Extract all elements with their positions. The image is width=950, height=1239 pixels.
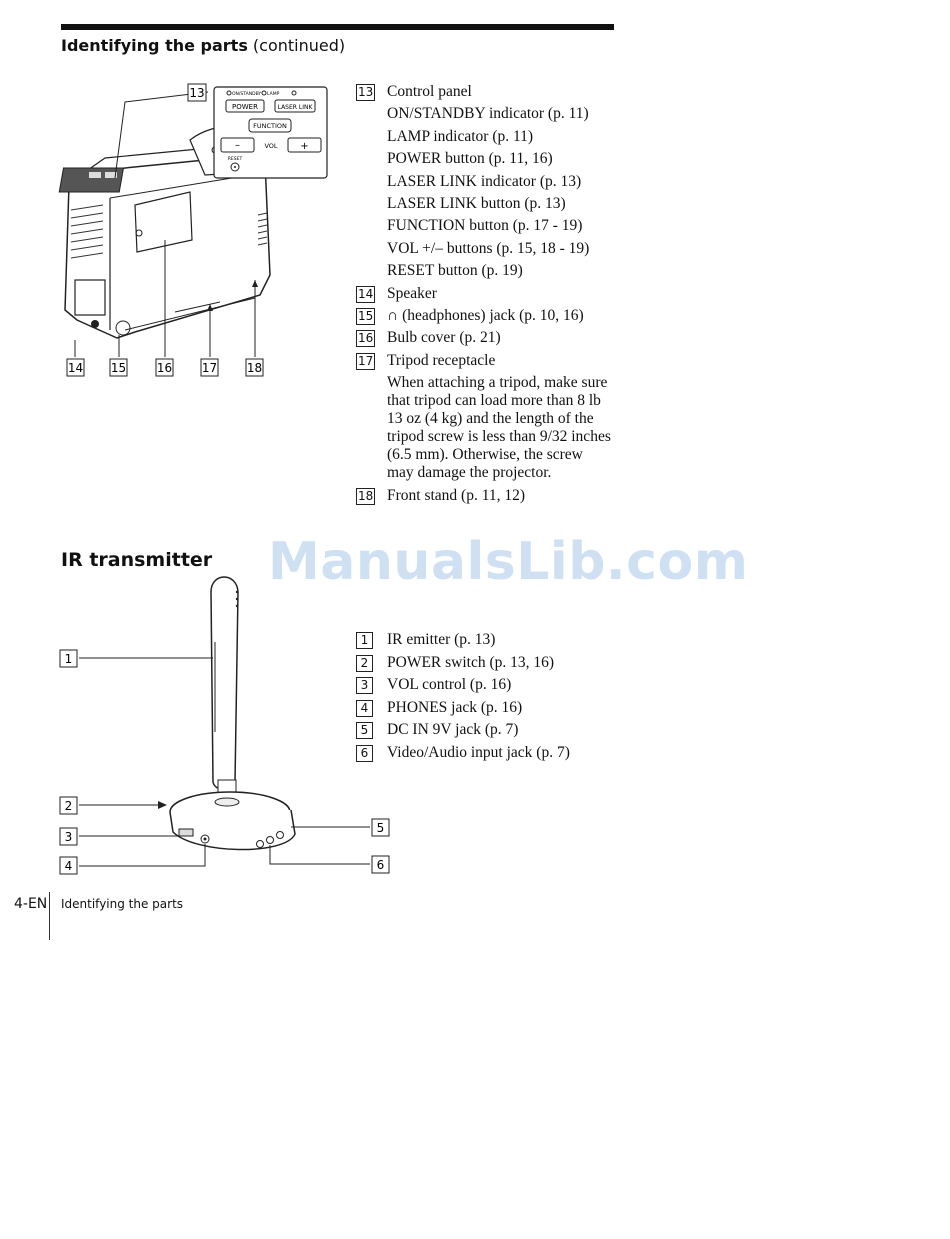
item-title: DC IN 9V jack (p. 7)	[387, 721, 519, 739]
callout-4: 4	[64, 859, 73, 873]
item-number: 14	[358, 286, 374, 301]
panel-function-button: FUNCTION	[253, 122, 287, 130]
list-item	[356, 742, 570, 765]
item-title: PHONES jack (p. 16)	[387, 698, 523, 716]
ir-parts-list	[356, 629, 570, 765]
callout-15: 15	[110, 361, 127, 375]
item-number: 3	[356, 677, 373, 694]
item-sub: LAMP indicator (p. 11)	[387, 127, 534, 145]
item-title: ∩ (headphones) jack (p. 10, 16)	[387, 307, 584, 325]
callout-16: 16	[156, 361, 173, 375]
list-item	[356, 485, 612, 507]
item-title: Speaker	[387, 284, 437, 302]
panel-vol-label: VOL	[264, 142, 278, 150]
panel-on-standby: ON/STANDBY	[232, 92, 262, 97]
item-sub: VOL +/– buttons (p. 15, 18 - 19)	[387, 239, 590, 257]
section-title-ir-transmitter: IR transmitter	[61, 549, 213, 571]
list-item	[356, 327, 612, 349]
item-number: 15	[358, 309, 374, 324]
item-number: 2	[356, 655, 373, 672]
list-item	[356, 697, 570, 720]
item-number: 17	[358, 353, 374, 368]
panel-laser-link-button: LASER LINK	[277, 104, 313, 111]
item-sub: RESET button (p. 19)	[387, 262, 523, 280]
callout-2: 2	[64, 799, 73, 813]
item-sub: FUNCTION button (p. 17 - 19)	[387, 217, 583, 235]
heading-bold: Identifying the parts	[61, 36, 248, 55]
page-number: 4-EN	[14, 896, 48, 912]
item-title: POWER switch (p. 13, 16)	[387, 653, 555, 671]
callout-17: 17	[201, 361, 218, 375]
item-title: VOL control (p. 16)	[387, 676, 512, 694]
footer-section-title: Identifying the parts	[61, 897, 184, 911]
panel-lamp: LAMP	[267, 92, 280, 97]
ir-transmitter-illustration	[55, 572, 400, 877]
page-heading	[61, 36, 345, 55]
item-title: Tripod receptacle	[387, 351, 496, 369]
callout-1: 1	[64, 652, 73, 666]
top-rule	[61, 24, 614, 30]
item-title: Front stand (p. 11, 12)	[387, 487, 526, 505]
item-number: 1	[356, 632, 373, 649]
item-sub: LASER LINK indicator (p. 13)	[387, 172, 582, 190]
item-title: Bulb cover (p. 21)	[387, 329, 501, 347]
list-item	[356, 629, 570, 652]
item-sub: LASER LINK button (p. 13)	[387, 195, 566, 213]
item-title: Video/Audio input jack (p. 7)	[387, 743, 570, 761]
watermark: ManualsLib.com	[268, 532, 749, 592]
item-title: Control panel	[387, 83, 472, 100]
callout-14: 14	[67, 361, 84, 375]
callout-18: 18	[246, 361, 263, 375]
footer-divider	[49, 892, 50, 940]
item-number: 4	[356, 700, 373, 717]
callout-13: 13	[189, 86, 205, 100]
list-item	[356, 81, 612, 283]
item-sub: ON/STANDBY indicator (p. 11)	[387, 105, 589, 123]
callout-3: 3	[64, 830, 73, 844]
panel-minus-button: –	[235, 140, 240, 151]
item-title: IR emitter (p. 13)	[387, 631, 496, 648]
list-item	[356, 719, 570, 742]
panel-power-button: POWER	[232, 103, 258, 111]
tripod-note: When attaching a tripod, make sure that tripod can load more than 8 lb 13 oz (4 kg) and the length of the tripod screw is less than 9/32 inches (6.5 mm). Otherwise, the screw may damage the projector.	[387, 374, 611, 482]
projector-parts-list	[356, 81, 612, 508]
item-number: 18	[358, 489, 374, 504]
control-panel-inset	[213, 86, 329, 180]
heading-suffix: (continued)	[247, 36, 346, 55]
list-item	[356, 674, 570, 697]
item-number: 6	[356, 745, 373, 762]
callout-6: 6	[376, 858, 385, 872]
list-item	[356, 305, 612, 327]
item-number: 5	[356, 722, 373, 739]
callout-5: 5	[376, 821, 385, 835]
item-sub: POWER button (p. 11, 16)	[387, 150, 553, 168]
panel-plus-button: +	[300, 141, 309, 152]
list-item	[356, 652, 570, 675]
item-number: 16	[358, 331, 374, 346]
list-item	[356, 283, 612, 305]
item-number: 13	[358, 85, 374, 99]
list-item	[356, 350, 612, 482]
panel-reset-label: RESET	[227, 157, 243, 162]
